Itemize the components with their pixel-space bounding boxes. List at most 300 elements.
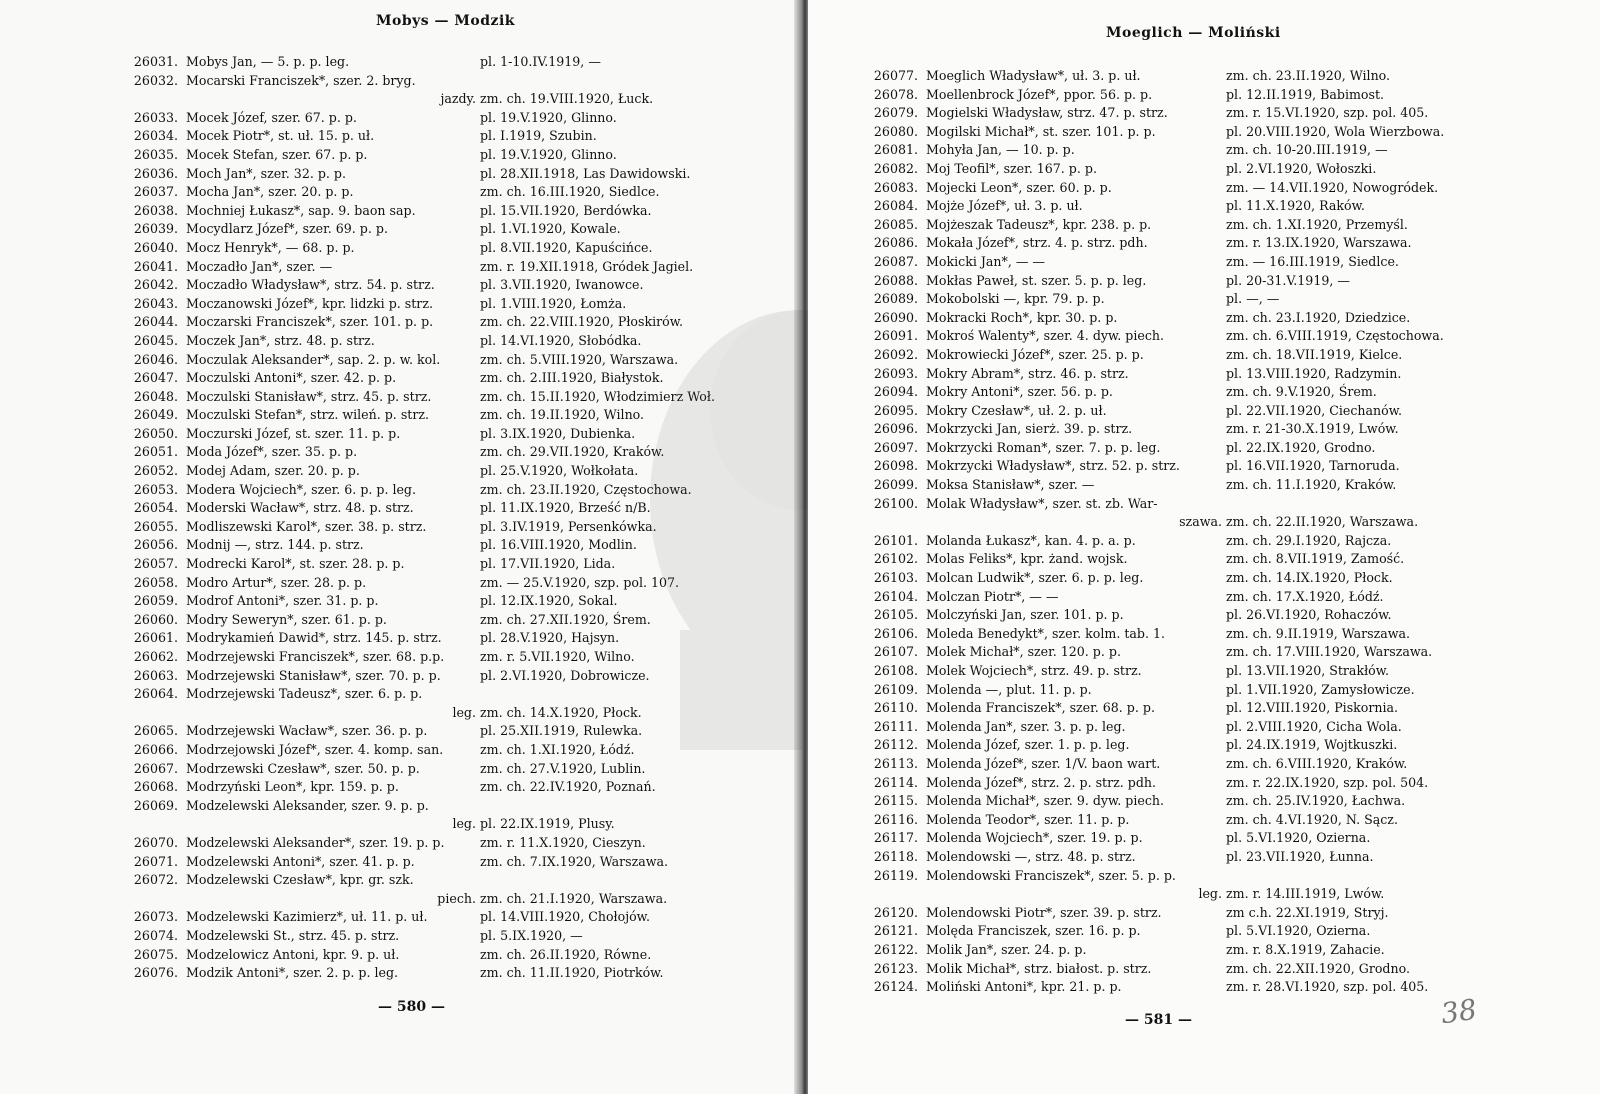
- entry-name: Molcan Ludwik*, szer. 6. p. p. leg.: [926, 570, 1144, 586]
- entry-number: 26119.: [873, 867, 918, 883]
- entry-fate: zm. r. 19.XII.1918, Gródek Jagiel.: [480, 258, 694, 274]
- entry-row: [118, 220, 778, 239]
- entry-name: Mogilski Michał*, st. szer. 101. p. p.: [926, 123, 1156, 139]
- entry-name: Molendowski Franciszek*, szer. 5. p. p.: [926, 867, 1176, 883]
- entry-number: 26084.: [873, 198, 918, 214]
- entry-number: 26064.: [133, 686, 178, 702]
- entry-row: [118, 369, 778, 388]
- entry-fate: pl. 2.VI.1920, Wołoszki.: [1226, 160, 1377, 176]
- entry-number: 26073.: [133, 909, 178, 925]
- entry-number: 26048.: [133, 388, 178, 404]
- page-number: — 581 —: [1125, 1012, 1192, 1028]
- entry-number: [858, 513, 926, 532]
- entry-fate: pl. 1-10.IV.1919, —: [480, 54, 601, 69]
- entry-fate: pl. 20.VIII.1920, Wola Wierzbowa.: [1226, 123, 1445, 139]
- entry-number: 26104.: [873, 588, 918, 604]
- entry-number: 26095.: [873, 402, 918, 418]
- entry-fate: zm. ch. 22.II.1920, Warszawa.: [1226, 514, 1419, 530]
- entry-name: Mochniej Łukasz*, sap. 9. baon sap.: [186, 202, 416, 218]
- entry-name: jazdy.: [440, 91, 476, 107]
- entry-fate: zm. ch. 14.IX.1920, Płock.: [1226, 570, 1393, 586]
- entry-name: Molenda Józef, szer. 1. p. p. leg.: [926, 737, 1130, 753]
- entry-fate: zm. ch. 11.I.1920, Kraków.: [1226, 477, 1397, 493]
- entry-fate: zm. r. 14.III.1919, Lwów.: [1226, 886, 1385, 902]
- entry-name: Molenda Józef*, szer. 1/V. baon wart.: [926, 755, 1161, 771]
- entry-name: szawa.: [1179, 514, 1222, 530]
- entry-fate: zm. ch. 25.IV.1920, Łachwa.: [1226, 793, 1406, 809]
- entry-fate: zm. ch. 29.I.1920, Rajcza.: [1226, 532, 1392, 548]
- entry-name: Molendowski —, strz. 48. p. strz.: [926, 848, 1136, 864]
- entry-fate: zm. r. 22.IX.1920, szp. pol. 504.: [1226, 774, 1429, 790]
- entry-number: 26112.: [873, 737, 918, 753]
- entry-name: Modrecki Karol*, st. szer. 28. p. p.: [186, 556, 405, 572]
- entry-number: 26037.: [133, 184, 178, 200]
- entry-fate: zm. ch. 15.II.1920, Włodzimierz Woł.: [480, 388, 715, 404]
- entry-row: [118, 276, 778, 295]
- entry-fate: zm. ch. 23.I.1920, Dziedzice.: [1226, 309, 1411, 325]
- entry-name: Moczadło Jan*, szer. —: [186, 258, 333, 274]
- entry-row: [858, 867, 1558, 886]
- entry-number: 26049.: [133, 407, 178, 423]
- entry-row: [858, 86, 1558, 105]
- entry-name: Mokobolski —, kpr. 79. p. p.: [926, 291, 1105, 307]
- entry-number: [118, 890, 186, 909]
- entry-number: 26101.: [873, 532, 918, 548]
- entry-fate: zm. ch. 4.VI.1920, N. Sącz.: [1226, 811, 1398, 827]
- entry-fate: zm. ch. 22.VIII.1920, Płoskirów.: [480, 314, 684, 330]
- entry-row: [118, 946, 778, 965]
- entry-fate: pl. 2.VI.1920, Dobrowicze.: [480, 667, 650, 683]
- entry-name: Molenda —, plut. 11. p. p.: [926, 681, 1092, 697]
- entry-row: [118, 388, 778, 407]
- entry-row: [118, 202, 778, 221]
- entry-name: Mojecki Leon*, szer. 60. p. p.: [926, 179, 1112, 195]
- entry-number: 26088.: [873, 272, 918, 288]
- entry-fate: zm. ch. 1.XI.1920, Przemyśl.: [1226, 216, 1408, 232]
- entry-fate: zm. r. 5.VII.1920, Wilno.: [480, 649, 635, 664]
- entry-name: leg.: [452, 704, 476, 720]
- entry-name: Mocydlarz Józef*, szer. 69. p. p.: [186, 221, 388, 237]
- entry-fate: pl. 1.VI.1920, Kowale.: [480, 221, 621, 237]
- entry-name: Mocarski Franciszek*, szer. 2. bryg.: [186, 72, 416, 88]
- entry-fate: pl. 3.IX.1920, Dubienka.: [480, 425, 636, 441]
- entry-fate: pl. 22.IX.1920, Grodno.: [1226, 439, 1376, 455]
- entry-fate: [480, 685, 778, 704]
- entry-number: 26086.: [873, 235, 918, 251]
- entry-row: [858, 681, 1558, 700]
- entry-number: 26068.: [133, 779, 178, 795]
- entry-number: 26034.: [133, 128, 178, 144]
- entry-name: Moliński Antoni*, kpr. 21. p. p.: [926, 979, 1122, 995]
- entry-number: 26041.: [133, 258, 178, 274]
- right-page: [808, 0, 1600, 1094]
- entry-fate: zm. r. 28.VI.1920, szp. pol. 405.: [1226, 979, 1429, 995]
- entry-name: Molenda Józef*, strz. 2. p. strz. pdh.: [926, 774, 1157, 790]
- entry-fate: pl. 3.VII.1920, Iwanowce.: [480, 277, 644, 293]
- entry-number: 26055.: [133, 518, 178, 534]
- entry-row: [858, 643, 1558, 662]
- page-header: Moeglich — Moliński: [1106, 25, 1281, 41]
- entry-number: 26109.: [873, 681, 918, 697]
- entry-name: Modzelowicz Antoni, kpr. 9. p. uł.: [186, 946, 400, 962]
- entry-number: 26058.: [133, 574, 178, 590]
- entry-number: 26036.: [133, 165, 178, 181]
- entry-fate: zm. ch. 21.I.1920, Warszawa.: [480, 890, 668, 906]
- entry-number: 26098.: [873, 458, 918, 474]
- entry-continuation: [118, 815, 778, 834]
- entry-name: Mokrowiecki Józef*, szer. 25. p. p.: [926, 346, 1144, 362]
- entry-name: Modnij —, strz. 144. p. strz.: [186, 537, 364, 553]
- entry-number: 26039.: [133, 221, 178, 237]
- entry-number: 26116.: [873, 811, 918, 827]
- entry-number: 26124.: [873, 979, 918, 995]
- entry-name: Mocek Józef, szer. 67. p. p.: [186, 109, 357, 125]
- entry-name: Mocha Jan*, szer. 20. p. p.: [186, 184, 354, 200]
- entry-number: 26065.: [133, 723, 178, 739]
- entry-fate: zm. ch. 23.II.1920, Częstochowa.: [480, 481, 692, 497]
- entry-list: [118, 53, 778, 983]
- entry-fate: pl. 25.XII.1919, Rulewka.: [480, 723, 643, 739]
- entry-fate: zm. ch. 5.VIII.1920, Warszawa.: [480, 351, 679, 367]
- entry-row: [858, 625, 1558, 644]
- entry-row: [858, 699, 1558, 718]
- entry-fate: zm. — 14.VII.1920, Nowogródek.: [1226, 179, 1439, 195]
- entry-fate: zm. ch. 22.IV.1920, Poznań.: [480, 779, 656, 795]
- entry-name: Modera Wojciech*, szer. 6. p. p. leg.: [186, 481, 416, 497]
- entry-number: 26113.: [873, 755, 918, 771]
- entry-fate: pl. 13.VII.1920, Strakłów.: [1226, 663, 1390, 678]
- entry-name: Molak Władysław*, szer. st. zb. War-: [926, 495, 1158, 511]
- entry-number: 26089.: [873, 291, 918, 307]
- entry-row: [118, 760, 778, 779]
- entry-name: Moda Józef*, szer. 35. p. p.: [186, 444, 358, 460]
- entry-row: [118, 462, 778, 481]
- entry-fate: pl. 28.XII.1918, Las Dawidowski.: [480, 165, 691, 181]
- entry-number: 26075.: [133, 946, 178, 962]
- entry-name: Molenda Wojciech*, szer. 19. p. p.: [926, 830, 1143, 846]
- entry-name: Modej Adam, szer. 20. p. p.: [186, 463, 360, 479]
- entry-fate: [1226, 495, 1558, 514]
- entry-fate: pl. 2.VIII.1920, Cicha Wola.: [1226, 718, 1402, 734]
- entry-row: [118, 239, 778, 258]
- entry-number: 26076.: [133, 965, 178, 981]
- entry-name: Modliszewski Karol*, szer. 38. p. strz.: [186, 518, 427, 534]
- entry-number: 26091.: [873, 328, 918, 344]
- entry-fate: pl. 1.VIII.1920, Łomża.: [480, 295, 627, 311]
- entry-number: 26122.: [873, 941, 918, 957]
- entry-number: 26081.: [873, 142, 918, 158]
- entry-row: [858, 941, 1558, 960]
- entry-fate: zm. ch. 17.X.1920, Łódź.: [1226, 588, 1384, 604]
- entry-row: [118, 685, 778, 704]
- entry-number: 26107.: [873, 644, 918, 660]
- entry-name: Modzik Antoni*, szer. 2. p. p. leg.: [186, 965, 399, 981]
- entry-row: [118, 667, 778, 686]
- entry-row: [118, 443, 778, 462]
- entry-number: 26096.: [873, 421, 918, 437]
- entry-name: Mokroś Walenty*, szer. 4. dyw. piech.: [926, 328, 1164, 344]
- entry-row: [858, 160, 1558, 179]
- entry-fate: pl. 12.IX.1920, Sokal.: [480, 593, 618, 609]
- entry-row: [118, 146, 778, 165]
- entry-row: [118, 406, 778, 425]
- entry-fate: pl. 8.VII.1920, Kapuścińce.: [480, 239, 653, 255]
- entry-fate: zm. ch. 17.VIII.1920, Warszawa.: [1226, 644, 1433, 660]
- entry-row: [858, 104, 1558, 123]
- entry-row: [118, 332, 778, 351]
- entry-row: [858, 811, 1558, 830]
- entry-name: Mojże Józef*, uł. 3. p. uł.: [926, 198, 1083, 214]
- entry-fate: pl. 12.VIII.1920, Piskornia.: [1226, 700, 1399, 716]
- entry-name: Mocz Henryk*, — 68. p. p.: [186, 239, 355, 255]
- entry-row: [858, 978, 1558, 997]
- entry-number: 26040.: [133, 239, 178, 255]
- entry-number: 26105.: [873, 607, 918, 623]
- entry-number: 26114.: [873, 774, 918, 790]
- entry-row: [118, 648, 778, 667]
- entry-name: Moczurski Józef, st. szer. 11. p. p.: [186, 425, 401, 441]
- entry-number: 26082.: [873, 160, 918, 176]
- entry-name: Modro Artur*, szer. 28. p. p.: [186, 574, 367, 590]
- entry-fate: zm. ch. 8.VII.1919, Zamość.: [1226, 551, 1405, 567]
- entry-fate: zm. ch. 27.V.1920, Lublin.: [480, 760, 646, 776]
- entry-fate: zm. ch. 29.VII.1920, Kraków.: [480, 444, 665, 460]
- entry-row: [118, 499, 778, 518]
- entry-name: Mokrzycki Jan, sierż. 39. p. strz.: [926, 421, 1133, 437]
- entry-number: 26061.: [133, 630, 178, 646]
- entry-name: Moczadło Władysław*, strz. 54. p. strz.: [186, 277, 435, 293]
- entry-fate: pl. 24.IX.1919, Wojtkuszki.: [1226, 737, 1398, 753]
- entry-name: leg.: [452, 816, 476, 832]
- entry-number: 26047.: [133, 370, 178, 386]
- entry-number: 26123.: [873, 960, 918, 976]
- entry-row: [858, 588, 1558, 607]
- entry-fate: pl. 12.II.1919, Babimost.: [1226, 86, 1385, 102]
- entry-name: Modzelewski St., strz. 45. p. strz.: [186, 927, 400, 943]
- entry-fate: zm. ch. 18.VII.1919, Kielce.: [1226, 346, 1403, 362]
- entry-row: [858, 829, 1558, 848]
- entry-row: [118, 72, 778, 91]
- entry-name: Molczan Piotr*, — —: [926, 588, 1059, 604]
- entry-name: Modrzejewski Franciszek*, szer. 68. p.p.: [186, 649, 445, 664]
- entry-number: 26053.: [133, 481, 178, 497]
- entry-row: [858, 290, 1558, 309]
- entry-number: 26035.: [133, 146, 178, 162]
- entry-name: piech.: [437, 890, 476, 906]
- entry-number: 26045.: [133, 332, 178, 348]
- entry-row: [118, 797, 778, 816]
- entry-row: [118, 611, 778, 630]
- entry-number: 26079.: [873, 105, 918, 121]
- entry-continuation: [118, 90, 778, 109]
- entry-row: [858, 383, 1558, 402]
- entry-name: Mokała Józef*, strz. 4. p. strz. pdh.: [926, 235, 1148, 251]
- entry-row: [118, 536, 778, 555]
- entry-fate: pl. 1.VII.1920, Zamysłowicze.: [1226, 681, 1415, 697]
- entry-name: Mokrzycki Roman*, szer. 7. p. p. leg.: [926, 439, 1161, 455]
- entry-name: Mogielski Władysław, strz. 47. p. strz.: [926, 105, 1168, 121]
- entry-row: [858, 718, 1558, 737]
- entry-row: [858, 662, 1558, 681]
- entry-name: Mokracki Roch*, kpr. 30. p. p.: [926, 309, 1118, 325]
- entry-fate: pl. 22.VII.1920, Ciechanów.: [1226, 402, 1402, 418]
- entry-fate: pl. 13.VIII.1920, Radzymin.: [1226, 365, 1402, 381]
- entry-continuation: [858, 885, 1558, 904]
- entry-name: Modzelewski Czesław*, kpr. gr. szk.: [186, 872, 414, 888]
- entry-number: [118, 90, 186, 109]
- entry-number: [118, 704, 186, 723]
- entry-fate: zm. ch. 2.III.1920, Białystok.: [480, 370, 664, 386]
- entry-number: 26115.: [873, 793, 918, 809]
- entry-name: Modzelewski Aleksander, szer. 9. p. p.: [186, 797, 429, 813]
- entry-row: [858, 476, 1558, 495]
- entry-number: 26110.: [873, 700, 918, 716]
- entry-name: Mojżeszak Tadeusz*, kpr. 238. p. p.: [926, 216, 1152, 232]
- entry-fate: zm. ch. 19.II.1920, Wilno.: [480, 407, 645, 423]
- entry-row: [858, 365, 1558, 384]
- entry-fate: pl. 16.VII.1920, Tarnoruda.: [1226, 458, 1400, 474]
- entry-fate: zm. ch. 9.II.1919, Warszawa.: [1226, 625, 1411, 641]
- entry-row: [858, 402, 1558, 421]
- entry-name: Molęda Franciszek, szer. 16. p. p.: [926, 923, 1141, 939]
- entry-row: [858, 922, 1558, 941]
- entry-number: 26063.: [133, 667, 178, 683]
- entry-fate: pl. 26.VI.1920, Rohaczów.: [1226, 607, 1392, 623]
- entry-name: Mokry Abram*, strz. 46. p. strz.: [926, 365, 1129, 381]
- entry-number: 26044.: [133, 314, 178, 330]
- entry-name: Molenda Michał*, szer. 9. dyw. piech.: [926, 793, 1165, 809]
- entry-fate: [480, 72, 778, 91]
- entry-row: [858, 234, 1558, 253]
- entry-name: Moczanowski Józef*, kpr. lidzki p. strz.: [186, 295, 433, 311]
- entry-name: Modrzewski Czesław*, szer. 50. p. p.: [186, 760, 420, 776]
- entry-row: [118, 927, 778, 946]
- entry-fate: zm c.h. 22.XI.1919, Stryj.: [1226, 904, 1389, 920]
- entry-name: Moczarski Franciszek*, szer. 101. p. p.: [186, 314, 434, 330]
- entry-number: 26117.: [873, 830, 918, 846]
- entry-fate: pl. 14.VI.1920, Słobódka.: [480, 332, 642, 348]
- entry-fate: zm. ch. 16.III.1920, Siedlce.: [480, 184, 660, 200]
- entry-number: 26118.: [873, 848, 918, 864]
- entry-name: Modrzejewski Wacław*, szer. 36. p. p.: [186, 723, 428, 739]
- entry-number: 26090.: [873, 309, 918, 325]
- entry-number: 26052.: [133, 463, 178, 479]
- entry-fate: zm. ch. 11.II.1920, Piotrków.: [480, 965, 664, 981]
- entry-row: [858, 495, 1558, 514]
- entry-number: 26066.: [133, 741, 178, 757]
- entry-name: Moczulski Antoni*, szer. 42. p. p.: [186, 370, 397, 386]
- entry-fate: zm. ch. 10-20.III.1919, —: [1226, 142, 1388, 158]
- entry-row: [118, 165, 778, 184]
- entry-name: Mokłas Paweł, st. szer. 5. p. p. leg.: [926, 272, 1147, 288]
- entry-row: [118, 964, 778, 983]
- entry-continuation: [118, 704, 778, 723]
- entry-number: 26097.: [873, 439, 918, 455]
- page-number: — 580 —: [378, 999, 445, 1015]
- entry-fate: [1226, 867, 1558, 886]
- entry-number: 26054.: [133, 500, 178, 516]
- entry-name: Moczulak Aleksander*, sap. 2. p. w. kol.: [186, 351, 441, 367]
- entry-row: [858, 253, 1558, 272]
- entry-fate: pl. 5.IX.1920, —: [480, 927, 583, 943]
- entry-fate: zm. r. 21-30.X.1919, Lwów.: [1226, 421, 1399, 437]
- entry-name: Molanda Łukasz*, kan. 4. p. a. p.: [926, 532, 1136, 548]
- entry-name: leg.: [1198, 886, 1222, 902]
- entry-name: Molenda Franciszek*, szer. 68. p. p.: [926, 700, 1155, 716]
- entry-number: 26102.: [873, 551, 918, 567]
- entry-number: 26103.: [873, 570, 918, 586]
- entry-number: 26060.: [133, 611, 178, 627]
- handwritten-mark: 38: [1438, 992, 1479, 1031]
- entry-fate: pl. 5.VI.1920, Ozierna.: [1226, 830, 1371, 846]
- entry-fate: [480, 797, 778, 816]
- entry-row: [118, 853, 778, 872]
- entry-number: 26032.: [133, 72, 178, 88]
- entry-fate: zm. ch. 7.IX.1920, Warszawa.: [480, 853, 669, 869]
- entry-number: [858, 885, 926, 904]
- entry-name: Modzelewski Antoni*, szer. 41. p. p.: [186, 853, 415, 869]
- entry-fate: zm. ch. 6.VIII.1920, Kraków.: [1226, 755, 1408, 771]
- entry-number: 26077.: [873, 68, 918, 83]
- entry-fate: pl. 11.X.1920, Raków.: [1226, 198, 1365, 214]
- entry-name: Modzelewski Aleksander*, szer. 19. p. p.: [186, 834, 445, 850]
- entry-row: [858, 141, 1558, 160]
- entry-row: [858, 606, 1558, 625]
- page-header: Mobys — Modzik: [376, 13, 515, 29]
- entry-row: [118, 109, 778, 128]
- entry-fate: pl. 3.IV.1919, Persenkówka.: [480, 518, 657, 534]
- entry-row: [858, 532, 1558, 551]
- entry-number: 26046.: [133, 351, 178, 367]
- entry-row: [858, 123, 1558, 142]
- entry-row: [118, 629, 778, 648]
- entry-number: 26059.: [133, 593, 178, 609]
- entry-name: Modrykamień Dawid*, strz. 145. p. strz.: [186, 630, 442, 646]
- entry-name: Modzelewski Kazimierz*, uł. 11. p. uł.: [186, 909, 428, 925]
- entry-fate: zm. r. 11.X.1920, Cieszyn.: [480, 834, 646, 850]
- entry-name: Molenda Jan*, szer. 3. p. p. leg.: [926, 718, 1126, 734]
- entry-fate: zm. ch. 23.II.1920, Wilno.: [1226, 68, 1391, 83]
- entry-row: [118, 127, 778, 146]
- entry-row: [118, 425, 778, 444]
- entry-row: [858, 309, 1558, 328]
- entry-name: Moczulski Stefan*, strz. wileń. p. strz.: [186, 407, 429, 423]
- entry-row: [118, 518, 778, 537]
- entry-number: 26083.: [873, 179, 918, 195]
- entry-number: 26094.: [873, 384, 918, 400]
- entry-number: 26042.: [133, 277, 178, 293]
- entry-fate: zm. — 16.III.1919, Siedlce.: [1226, 253, 1399, 269]
- entry-row: [858, 179, 1558, 198]
- entry-name: Mobys Jan, — 5. p. p. leg.: [186, 54, 350, 69]
- entry-number: 26050.: [133, 425, 178, 441]
- entry-row: [858, 346, 1558, 365]
- entry-name: Moleda Benedykt*, szer. kolm. tab. 1.: [926, 625, 1166, 641]
- entry-number: 26038.: [133, 202, 178, 218]
- entry-row: [858, 327, 1558, 346]
- entry-number: 26071.: [133, 853, 178, 869]
- entry-fate: pl. 14.VIII.1920, Chołojów.: [480, 909, 650, 925]
- entry-name: Moj Teofil*, szer. 167. p. p.: [926, 160, 1097, 176]
- entry-name: Mocek Piotr*, st. uł. 15. p. uł.: [186, 128, 375, 144]
- entry-fate: zm. ch. 6.VIII.1919, Częstochowa.: [1226, 328, 1444, 344]
- entry-name: Modrzyński Leon*, kpr. 159. p. p.: [186, 779, 399, 795]
- entry-number: 26051.: [133, 444, 178, 460]
- entry-name: Molik Jan*, szer. 24. p. p.: [926, 941, 1087, 957]
- entry-fate: pl. 17.VII.1920, Lida.: [480, 556, 616, 572]
- entry-fate: zm. r. 8.X.1919, Zahacie.: [1226, 941, 1385, 957]
- entry-row: [118, 183, 778, 202]
